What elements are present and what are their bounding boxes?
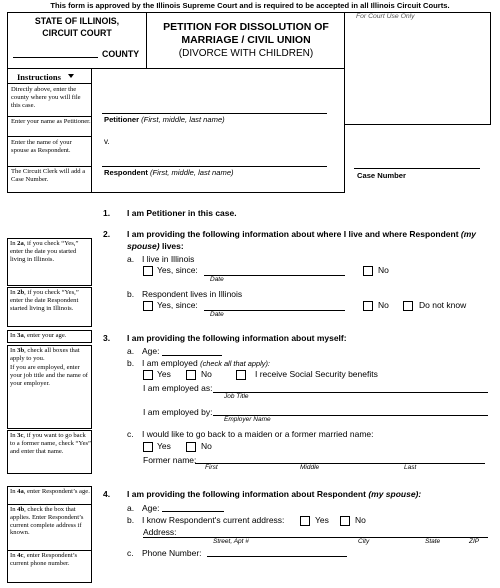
section-4-heading: [127, 489, 421, 499]
maiden-yes-checkbox[interactable]: [143, 442, 153, 452]
case-number-line[interactable]: [354, 168, 480, 169]
item-2b-letter: b.: [127, 289, 135, 299]
note-4a: In 4a, enter Respondent’s age.: [10, 488, 90, 495]
respondent-hint: (First, middle, last name): [150, 168, 234, 177]
employed-by-label: I am employed by:: [143, 407, 213, 417]
respondent-label: [104, 168, 234, 177]
knows-address-yes-label: Yes: [315, 515, 329, 525]
instructions-divider: [7, 116, 92, 117]
petitioner-label: [104, 115, 225, 124]
instructions-divider: [7, 83, 92, 84]
no-label-b: No: [378, 300, 389, 310]
section-2-heading-a: I am providing the following information about where I live and where Respondent: [127, 229, 459, 239]
first-caption: First: [205, 464, 218, 471]
versus-label: v.: [104, 137, 110, 146]
section-4-heading-a: I am providing the following information about Respondent: [127, 489, 366, 499]
parties-left-border: [91, 68, 92, 193]
county-label: COUNTY: [102, 49, 140, 59]
city-caption: City: [358, 538, 370, 545]
section-3-heading: I am providing the following information about myself:: [127, 333, 347, 343]
case-number-label: Case Number: [357, 171, 406, 180]
section-2-heading-line2: [127, 241, 184, 251]
petitioner-name-line[interactable]: [102, 113, 327, 114]
respondent-illinois-date-line[interactable]: [204, 310, 345, 311]
knows-address-no-label: No: [355, 515, 366, 525]
employed-hint: (check all that apply):: [200, 359, 270, 368]
item-3c-letter: c.: [127, 429, 134, 439]
instruction-petitioner: Enter your name as Petitioner.: [11, 118, 91, 125]
address-label: Address:: [143, 527, 177, 537]
note-2b: In 2b, if you check “Yes,” enter the date Respondent started living in Illinois.: [10, 289, 79, 312]
petitioner-hint: (First, middle, last name): [141, 115, 225, 124]
item-3a-letter: a.: [127, 346, 135, 356]
employed-as-label: I am employed as:: [143, 383, 213, 393]
respondent-label-text: Respondent: [104, 168, 148, 177]
instructions-divider: [7, 136, 92, 137]
phone-label: Phone Number:: [142, 548, 202, 558]
note-2a: In 2a, if you check “Yes,” enter the date you started living in Illinois.: [10, 240, 79, 263]
circuit-label: CIRCUIT COURT: [42, 28, 112, 38]
job-title-caption: Job Title: [224, 393, 249, 400]
employed-no-checkbox[interactable]: [186, 370, 196, 380]
zip-caption: ZIP: [469, 538, 480, 545]
section-2-heading: [127, 229, 476, 239]
case-number-divider: [344, 125, 345, 193]
maiden-no-label: No: [201, 441, 212, 451]
employed-no-label: No: [201, 369, 212, 379]
employed-yes-checkbox[interactable]: [143, 370, 153, 380]
form-title-1: PETITION FOR DISSOLUTION OF: [163, 21, 329, 33]
section-1-number: 1.: [103, 208, 111, 218]
respondent-illinois-no-checkbox[interactable]: [363, 301, 373, 311]
section-2-heading-c: spouse): [127, 241, 160, 251]
item-4c-letter: c.: [127, 548, 134, 558]
caption-divider: [146, 12, 147, 69]
social-security-label: I receive Social Security benefits: [255, 369, 378, 379]
item-2b-text: Respondent lives in Illinois: [142, 289, 243, 299]
form-title-2: MARRIAGE / CIVIL UNION: [181, 34, 311, 46]
instructions-divider: [7, 166, 92, 167]
live-illinois-date-line[interactable]: [204, 275, 345, 276]
section-3-number: 3.: [103, 333, 111, 343]
last-caption: Last: [404, 464, 417, 471]
item-2a-text: I live in Illinois: [142, 254, 195, 264]
form-title-3: (DIVORCE WITH CHILDREN): [178, 48, 314, 59]
respondent-illinois-dont-know-checkbox[interactable]: [403, 301, 413, 311]
former-name-line[interactable]: [195, 463, 485, 464]
item-4b-letter: b.: [127, 515, 135, 525]
maiden-name-label: I would like to go back to a maiden or a former married name:: [142, 429, 374, 439]
approval-banner: This form is approved by the Illinois Supreme Court and is required to be accepted in all Illinois Circuit Courts.: [50, 1, 450, 10]
state-caption: State: [425, 538, 441, 545]
parties-bottom-border: [91, 192, 345, 193]
live-illinois-yes-checkbox[interactable]: [143, 266, 153, 276]
yes-since-label: Yes, since:: [157, 265, 198, 275]
knows-address-yes-checkbox[interactable]: [300, 516, 310, 526]
respondent-age-label: Age:: [142, 503, 160, 513]
maiden-no-checkbox[interactable]: [186, 442, 196, 452]
section-4-heading-b: (my spouse):: [368, 489, 422, 499]
knows-address-label: I know Respondent's current address:: [142, 515, 285, 525]
item-2a-letter: a.: [127, 254, 135, 264]
note-4-divider: [7, 504, 92, 505]
note-4c: In 4c, enter Respondent’s current phone number.: [10, 552, 78, 567]
date-caption-b: Date: [210, 311, 224, 318]
no-label: No: [378, 265, 389, 275]
section-2-heading-b: (my: [460, 229, 477, 239]
section-2-number: 2.: [103, 229, 111, 239]
knows-address-no-checkbox[interactable]: [340, 516, 350, 526]
section-1-text: I am Petitioner in this case.: [127, 208, 237, 218]
instructions-title: Instructions: [17, 72, 61, 82]
item-4a-letter: a.: [127, 503, 135, 513]
note-3a: In 3a, enter your age.: [10, 332, 67, 339]
respondent-illinois-yes-checkbox[interactable]: [143, 301, 153, 311]
street-caption: Street, Apt #: [213, 538, 249, 545]
yes-since-label-b: Yes, since:: [157, 300, 198, 310]
instruction-county: Directly above, enter the county where you will file this case.: [11, 86, 81, 109]
former-name-label: Former name:: [143, 455, 197, 465]
county-line[interactable]: [13, 57, 98, 58]
employer-name-caption: Employer Name: [224, 416, 271, 423]
age-label: Age:: [142, 346, 160, 356]
respondent-name-line[interactable]: [102, 166, 327, 167]
date-caption: Date: [210, 276, 224, 283]
petitioner-label-text: Petitioner: [104, 115, 140, 124]
instruction-respondent: Enter the name of your spouse as Respondent.: [11, 139, 72, 154]
note-4b: In 4b, check the box that applies. Enter Respondent’s current complete address if known.: [10, 506, 84, 537]
item-3b-letter: b.: [127, 358, 135, 368]
respondent-age-line[interactable]: [162, 511, 224, 512]
employed-yes-label: Yes: [157, 369, 171, 379]
employed-label: [142, 358, 270, 368]
maiden-yes-label: Yes: [157, 441, 171, 451]
court-use-label: For Court Use Only: [356, 13, 415, 20]
court-use-box: [344, 12, 491, 125]
note-3c: In 3c, if you want to go back to a former name, check “Yes” and enter that name.: [10, 432, 91, 455]
state-label: STATE OF ILLINOIS,: [34, 16, 120, 26]
note-3b: In 3b, check all boxes that apply to you.: [10, 347, 80, 362]
my-age-line[interactable]: [162, 355, 222, 356]
instruction-case-number: The Circuit Clerk will add a Case Number.: [11, 168, 86, 183]
note-4-divider: [7, 550, 92, 551]
social-security-checkbox[interactable]: [236, 370, 246, 380]
caret-down-icon: [68, 74, 74, 78]
employed-text: I am employed: [142, 358, 198, 368]
live-illinois-no-checkbox[interactable]: [363, 266, 373, 276]
dont-know-label: Do not know: [419, 300, 467, 310]
section-4-number: 4.: [103, 489, 111, 499]
section-2-heading-d: lives:: [161, 241, 184, 251]
middle-caption: Middle: [300, 464, 320, 471]
note-3b-employed: If you are employed, enter your job title and the name of your employer.: [10, 364, 89, 387]
respondent-phone-line[interactable]: [207, 556, 347, 557]
job-title-line[interactable]: [213, 392, 488, 393]
